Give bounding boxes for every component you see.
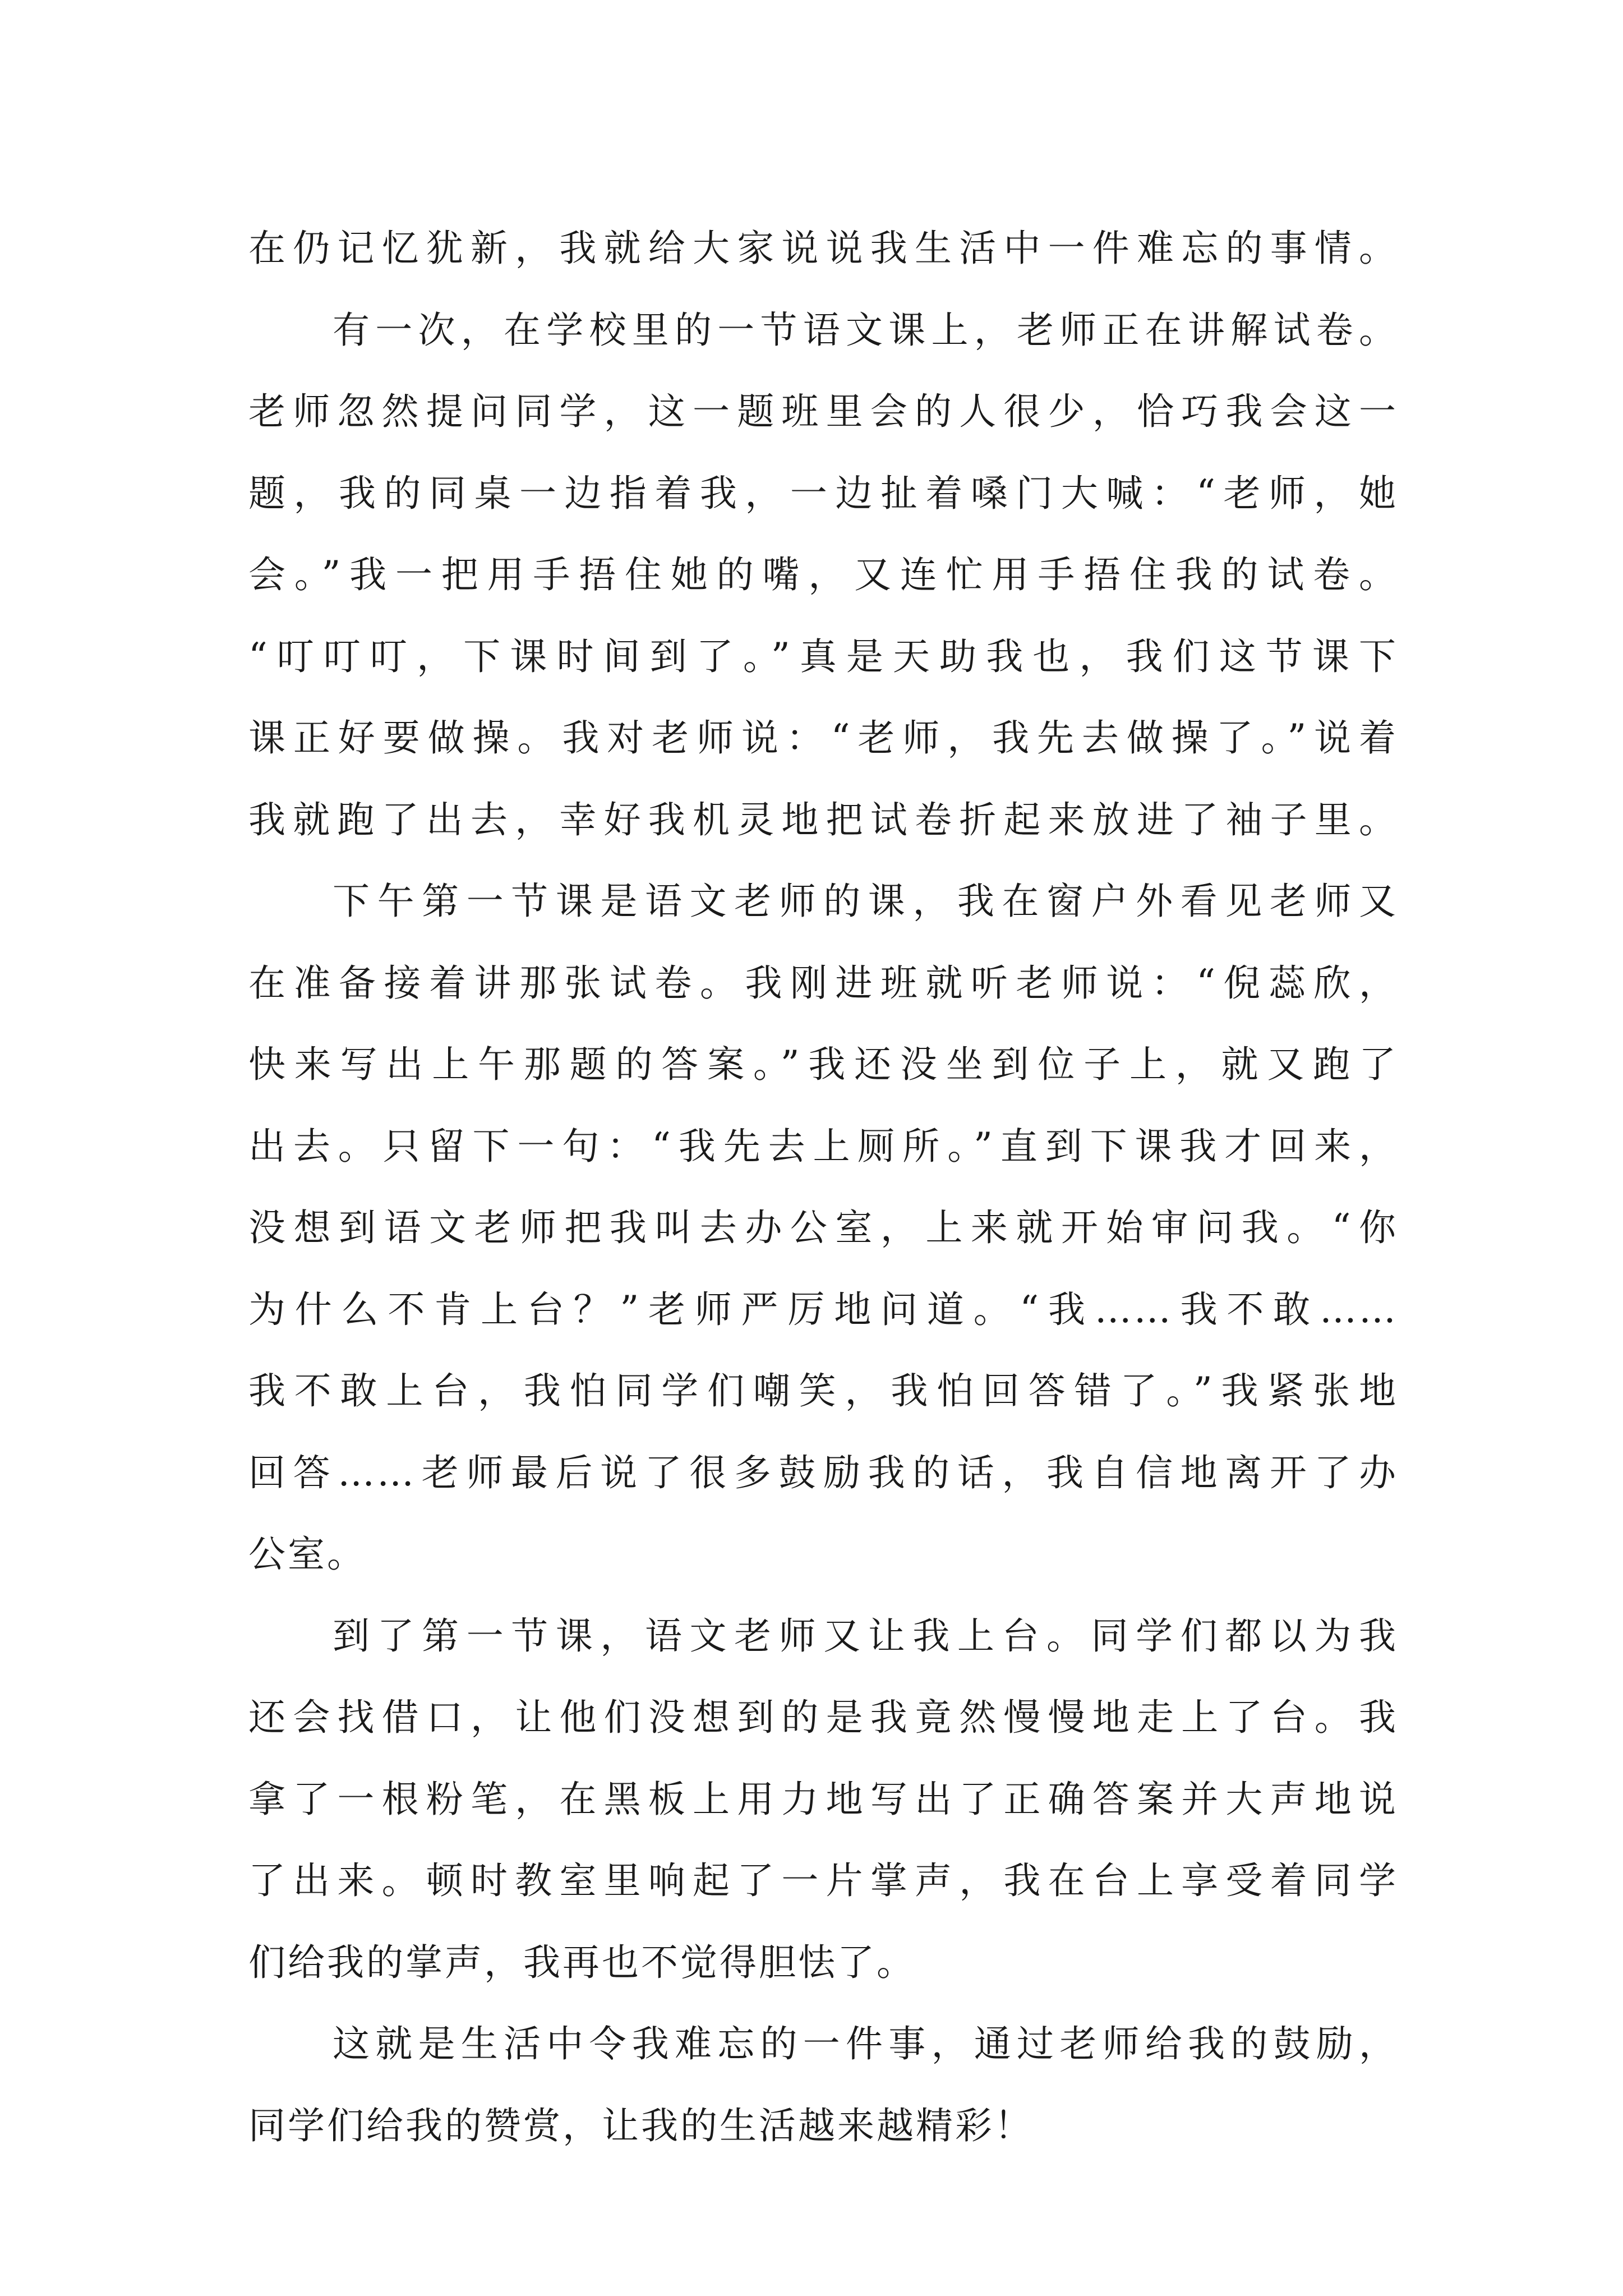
text-line: 还会找借口，让他们没想到的是我竟然慢慢地走上了台。我 xyxy=(248,1696,1398,1739)
text-line: 快来写出上午那题的答案。”我还没坐到位子上，就又跑了 xyxy=(248,1043,1398,1086)
text-line: 我不敢上台，我怕同学们嘲笑，我怕回答错了。”我紧张地 xyxy=(248,1369,1398,1412)
text-line: 为什么不肯上台？”老师严厉地问道。“我……我不敢…… xyxy=(248,1287,1398,1331)
text-line: 回答……老师最后说了很多鼓励我的话，我自信地离开了办 xyxy=(248,1451,1398,1494)
text-line: 老师忽然提问同学，这一题班里会的人很少，恰巧我会这一 xyxy=(248,390,1398,433)
paragraph-end-line: 公室。 xyxy=(248,1533,366,1576)
paragraph-end-line: 同学们给我的赞赏，让我的生活越来越精彩！ xyxy=(248,2104,1034,2147)
essay-body xyxy=(248,208,1398,2166)
text-line: 没想到语文老师把我叫去办公室，上来就开始审问我。“你 xyxy=(248,1206,1398,1249)
text-line: 出去。只留下一句：“我先去上厕所。”直到下课我才回来， xyxy=(248,1124,1398,1168)
text-line: “叮叮叮，下课时间到了。”真是天助我也，我们这节课下 xyxy=(248,634,1398,678)
paragraph-start-line: 下午第一节课是语文老师的课，我在窗户外看见老师又 xyxy=(333,880,1398,923)
text-line: 了出来。顿时教室里响起了一片掌声，我在台上享受着同学 xyxy=(248,1859,1398,1902)
paragraph-start-line: 这就是生活中令我难忘的一件事，通过老师给我的鼓励， xyxy=(333,2022,1398,2065)
text-line: 在仍记忆犹新，我就给大家说说我生活中一件难忘的事情。 xyxy=(248,227,1398,270)
paragraph-end-line: 们给我的掌声，我再也不觉得胆怯了。 xyxy=(248,1940,916,1984)
text-line: 在准备接着讲那张试卷。我刚进班就听老师说：“倪蕊欣， xyxy=(248,961,1398,1005)
text-line: 我就跑了出去，幸好我机灵地把试卷折起来放进了袖子里。 xyxy=(248,798,1398,841)
paragraph-start-line: 到了第一节课，语文老师又让我上台。同学们都以为我 xyxy=(333,1614,1398,1658)
text-line: 课正好要做操。我对老师说：“老师，我先去做操了。”说着 xyxy=(248,716,1398,760)
text-line: 会。”我一把用手捂住她的嘴，又连忙用手捂住我的试卷。 xyxy=(248,553,1398,596)
text-line: 题，我的同桌一边指着我，一边扯着嗓门大喊：“老师，她 xyxy=(248,471,1398,515)
text-line: 拿了一根粉笔，在黑板上用力地写出了正确答案并大声地说 xyxy=(248,1777,1398,1821)
paragraph-start-line: 有一次，在学校里的一节语文课上，老师正在讲解试卷。 xyxy=(333,308,1398,352)
